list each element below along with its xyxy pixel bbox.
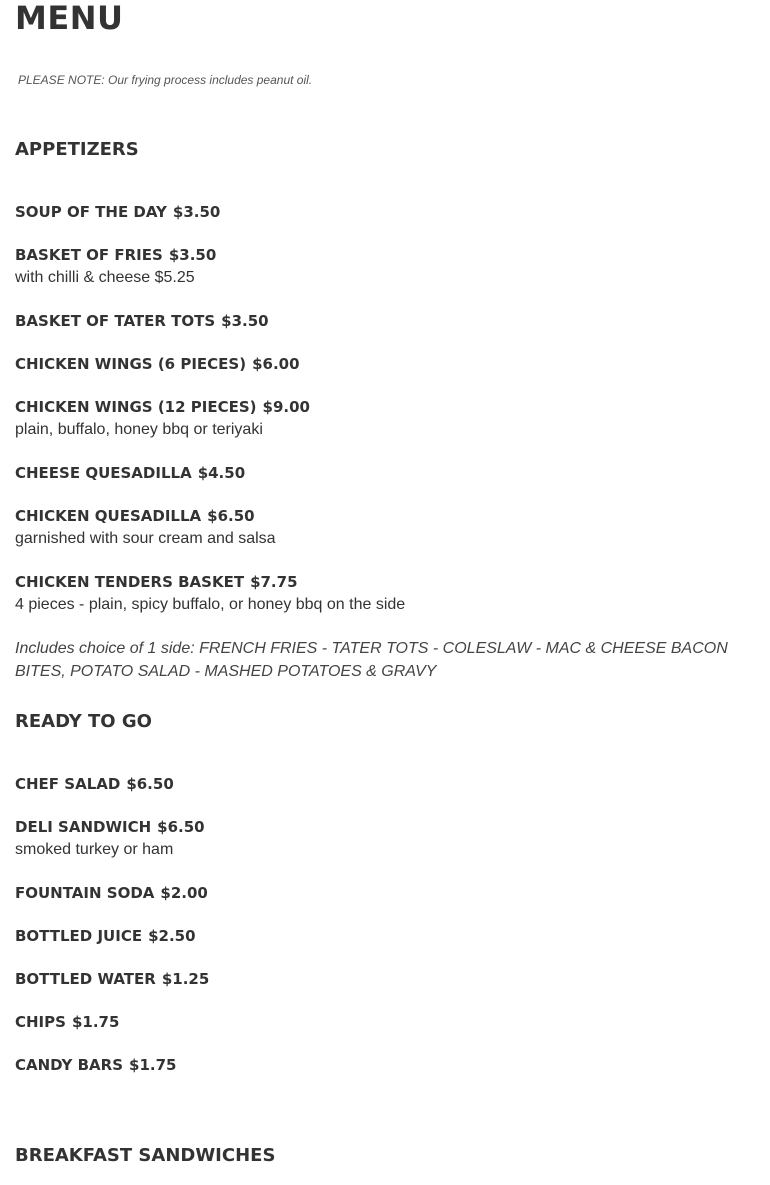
section-title-breakfast-sandwiches: BREAKFAST SANDWICHES — [15, 1145, 276, 1166]
sides-note: Includes choice of 1 side: FRENCH FRIES - TATER TOTS - COLESLAW - MAC & CHEESE BACON BITES, POTATO SALAD - MASHED POTATOES & GRAVY — [15, 640, 728, 680]
menu-item-wings-12 — [15, 397, 310, 417]
menu-item-deli-sandwich — [15, 817, 205, 837]
item-name: FOUNTAIN SODA — [15, 884, 155, 902]
item-name: BASKET OF FRIES — [15, 246, 163, 264]
item-price: $1.25 — [161, 970, 210, 988]
item-price: $2.50 — [148, 927, 196, 945]
item-name: CHICKEN WINGS (12 PIECES) — [15, 398, 257, 416]
item-price: $3.50 — [172, 203, 221, 221]
item-name: CHIPS — [15, 1013, 66, 1031]
menu-item-chips — [15, 1012, 119, 1032]
item-name: DELI SANDWICH — [15, 818, 152, 836]
menu-item-tater-tots — [15, 311, 269, 331]
item-price: $1.75 — [71, 1013, 120, 1031]
item-price: $1.75 — [129, 1056, 177, 1074]
menu-item-fountain-soda — [15, 883, 208, 903]
item-price: $6.50 — [207, 507, 255, 525]
menu-item-bottled-water — [15, 969, 209, 989]
item-description: with chilli & cheese $5.25 — [15, 269, 195, 286]
item-price: $3.50 — [221, 312, 269, 330]
item-description: plain, buffalo, honey bbq or teriyaki — [15, 421, 263, 438]
menu-item-candy-bars — [15, 1055, 176, 1075]
item-name: CHICKEN QUESADILLA — [15, 507, 202, 525]
item-price: $3.50 — [168, 246, 217, 264]
menu-item-soup — [15, 202, 220, 222]
menu-item-bottled-juice — [15, 926, 196, 946]
item-name: CHICKEN TENDERS BASKET — [15, 573, 245, 591]
item-description: garnished with sour cream and salsa — [15, 530, 276, 547]
peanut-oil-note: PLEASE NOTE: Our frying process includes peanut oil. — [18, 73, 313, 87]
item-name: CHICKEN WINGS (6 PIECES) — [15, 355, 247, 373]
menu-item-chef-salad — [15, 774, 174, 794]
item-name: BOTTLED WATER — [15, 970, 156, 988]
item-description: smoked turkey or ham — [15, 841, 174, 858]
item-price: $6.00 — [252, 355, 300, 373]
item-name: BOTTLED JUICE — [15, 927, 143, 945]
menu-item-chicken-tenders — [15, 572, 298, 592]
section-title-appetizers: APPETIZERS — [15, 139, 139, 160]
menu-item-chicken-quesadilla — [15, 506, 255, 526]
section-title-ready-to-go: READY TO GO — [15, 711, 152, 732]
item-description: 4 pieces - plain, spicy buffalo, or honey bbq on the side — [15, 596, 406, 613]
page-title: MENU — [15, 0, 124, 37]
menu-item-wings-6 — [15, 354, 300, 374]
item-price: $4.50 — [197, 464, 246, 482]
item-name: CHEESE QUESADILLA — [15, 464, 192, 482]
item-price: $6.50 — [157, 818, 205, 836]
item-name: CHEF SALAD — [15, 775, 121, 793]
item-name: SOUP OF THE DAY — [15, 203, 167, 221]
item-price: $6.50 — [126, 775, 174, 793]
item-name: CANDY BARS — [15, 1056, 124, 1074]
menu-item-cheese-quesadilla — [15, 463, 245, 483]
item-name: BASKET OF TATER TOTS — [15, 312, 216, 330]
item-price: $2.00 — [160, 884, 208, 902]
item-price: $7.75 — [250, 573, 298, 591]
item-price: $9.00 — [262, 398, 310, 416]
menu-item-fries — [15, 245, 216, 265]
